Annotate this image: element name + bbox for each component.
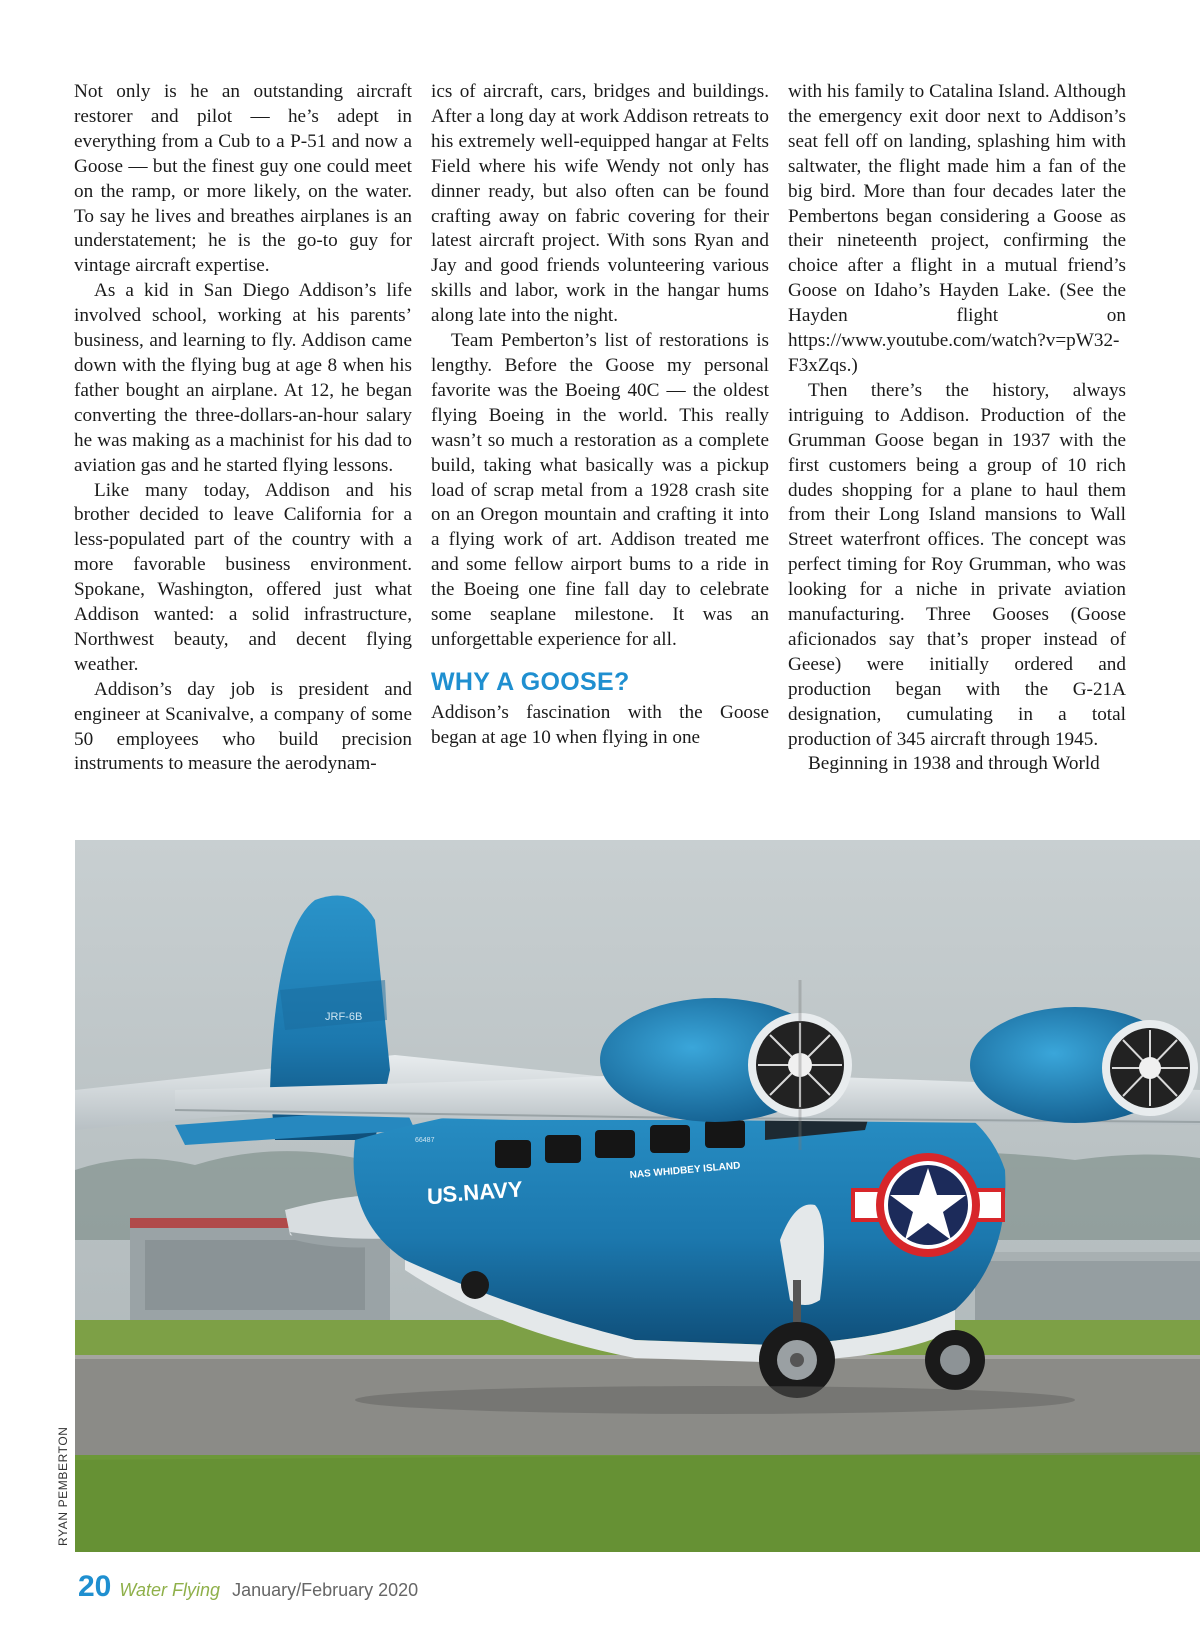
column-1 — [74, 80, 412, 777]
issue-date: January/February 2020 — [232, 1580, 419, 1600]
paragraph: Then there’s the history, always intriguing to Addison. Production of the Grumman Goose began in 1937 with the first customers being a group of 10 rich dudes shopping for a plane to haul them from their Long Island mansions to Wall Street waterfront offices. The concept was perfect timing for Roy Grumman, who was looking for a niche in private aviation manufacturing. Three Gooses (Goose aficionados say that’s proper instead of Geese) were initially ordered and production began with the G-21A designation, cumulating in a total production of 345 aircraft through 1945. — [788, 379, 1126, 750]
window — [595, 1130, 635, 1158]
paragraph: Team Pemberton’s list of restorations is lengthy. Before the Goose my personal favorite was the Boeing 40C — the oldest flying Boeing in the world. This really wasn’t so much a restoration as a complete build, taking what basically was a pickup load of scrap metal from a 1928 crash site on an Oregon mountain and crafting it into a flying work of art. Addison treated me and some fellow airport bums to a ride in the Boeing one fine fall day to celebrate some seaplane milestone. It was an unforgettable experience for all. — [431, 330, 769, 650]
paragraph: Addison’s fascination with the Goose began at age 10 when flying in one — [431, 701, 769, 748]
paragraph: Beginning in 1938 and through World — [808, 753, 1100, 775]
shadow — [355, 1386, 1075, 1414]
article-columns — [74, 80, 1126, 777]
hull-letter-u: U — [427, 1184, 443, 1209]
tail-code: JRF-6B — [325, 1011, 363, 1023]
page-footer — [78, 1570, 418, 1604]
window — [650, 1125, 690, 1153]
paragraph: Like many today, Addison and his brother decided to leave California for a less-populated part of the country with a more favorable business environment. Spokane, Washington, offered just what Addison wanted: a solid infrastructure, Northwest beauty, and decent flying weather. — [74, 479, 412, 675]
window — [705, 1120, 745, 1148]
column-3 — [788, 80, 1126, 777]
paragraph: Addison’s day job is president and engineer at Scanivalve, a company of some 50 employees who build precision instruments to measure the aerodynam- — [74, 678, 412, 775]
window — [545, 1135, 581, 1163]
paragraph: with his family to Catalina Island. Although the emergency exit door next to Addison’s seat fell off on landing, splashing him with saltwater, the flight made him a fan of the big bird. More than four decades later the Pembertons began considering a Goose as their nineteenth project, confirming the choice after a flight in a mutual friend’s Goose on Idaho’s Hayden Lake. (See the Hayden flight on https://www.youtube.com/watch?v=pW32-F3xZqs.) — [788, 81, 1126, 376]
section-subhead: WHY A GOOSE? — [431, 667, 630, 696]
spinner-right — [1139, 1057, 1161, 1079]
photo-credit: RYAN PEMBERTON — [56, 1426, 70, 1546]
window — [495, 1140, 531, 1168]
page-number: 20 — [78, 1570, 112, 1603]
station-lettering: NAS WHIDBEY ISLAND — [629, 1160, 741, 1181]
paragraph: As a kid in San Diego Addison’s life involved school, working at his parents’ business, and learning to fly. Addison came down with the flying bug at age 8 when his father bought an airplane. At 12, he began converting the three-dollars-an-hour salary he was making as a machinist for his dad to aviation gas and he started flying lessons. — [74, 280, 412, 476]
column-2 — [431, 80, 769, 777]
paragraph: ics of aircraft, cars, bridges and buildings. After a long day at work Addison retreats to his extremely well-equipped hangar at Felts Field where his wife Wendy not only has dinner ready, but also often can be found crafting away on fabric covering for their latest aircraft project. With sons Ryan and Jay and good friends volunteering various skills and labor, work in the hangar hums along late into the night. — [431, 81, 769, 327]
tail-wheel — [461, 1271, 489, 1299]
serial-number: 66487 — [415, 1137, 435, 1144]
hull-lettering: S.NAVY — [441, 1176, 524, 1207]
photo-illustration — [75, 840, 1200, 1552]
paragraph: Not only is he an outstanding aircraft restorer and pilot — he’s adept in everything from a Cub to a P-51 and now a Goose — but the finest guy one could meet on the ramp, or more likely, on the water. To say he lives and breathes airplanes is an understatement; he is the go-to guy for vintage aircraft expertise. — [74, 81, 412, 277]
goose-aircraft-photo — [75, 840, 1200, 1552]
magazine-name: Water Flying — [119, 1580, 221, 1600]
